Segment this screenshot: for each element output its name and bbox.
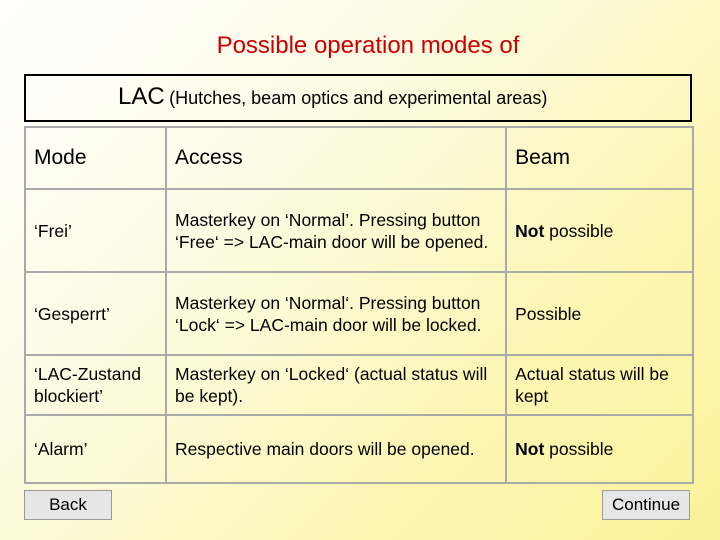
mode-cell: ‘Alarm’	[25, 415, 166, 483]
beam-text: possible	[544, 220, 614, 241]
subtitle	[118, 83, 547, 111]
beam-cell	[506, 189, 693, 272]
beam-bold: Not	[515, 439, 545, 459]
operation-modes-table	[24, 126, 694, 484]
subtitle-detail: (Hutches, beam optics and experimental areas)	[169, 88, 548, 108]
continue-button[interactable]: Continue	[602, 490, 690, 520]
beam-cell	[506, 415, 693, 483]
beam-bold: Not	[515, 220, 545, 241]
header-mode: Mode	[25, 127, 166, 189]
beam-cell	[506, 272, 693, 355]
beam-text: possible	[544, 439, 614, 459]
back-button[interactable]: Back	[24, 490, 112, 520]
access-cell: Masterkey on ‘Normal‘. Pressing button ‘Lock‘ => LAC-main door will be locked.	[166, 272, 506, 355]
table-row	[25, 189, 693, 272]
table-row	[25, 415, 693, 483]
access-cell: Respective main doors will be opened.	[166, 415, 506, 483]
table-row	[25, 272, 693, 355]
beam-text: Possible	[515, 303, 582, 324]
beam-cell	[506, 355, 693, 415]
mode-cell: ‘LAC-Zustand blockiert’	[25, 355, 166, 415]
access-cell: Masterkey on ‘Locked‘ (actual status will be kept).	[166, 355, 506, 415]
header-access: Access	[166, 127, 506, 189]
header-beam: Beam	[506, 127, 693, 189]
slide-title: Possible operation modes of	[216, 32, 520, 59]
table-header-row	[25, 127, 693, 189]
mode-cell: ‘Gesperrt’	[25, 272, 166, 355]
table-row	[25, 355, 693, 415]
mode-cell: ‘Frei’	[25, 189, 166, 272]
beam-text: Actual status will be kept	[515, 364, 669, 406]
access-cell: Masterkey on ‘Normal’. Pressing button ‘Free‘ => LAC-main door will be opened.	[166, 189, 506, 272]
subtitle-main: LAC	[118, 83, 165, 110]
